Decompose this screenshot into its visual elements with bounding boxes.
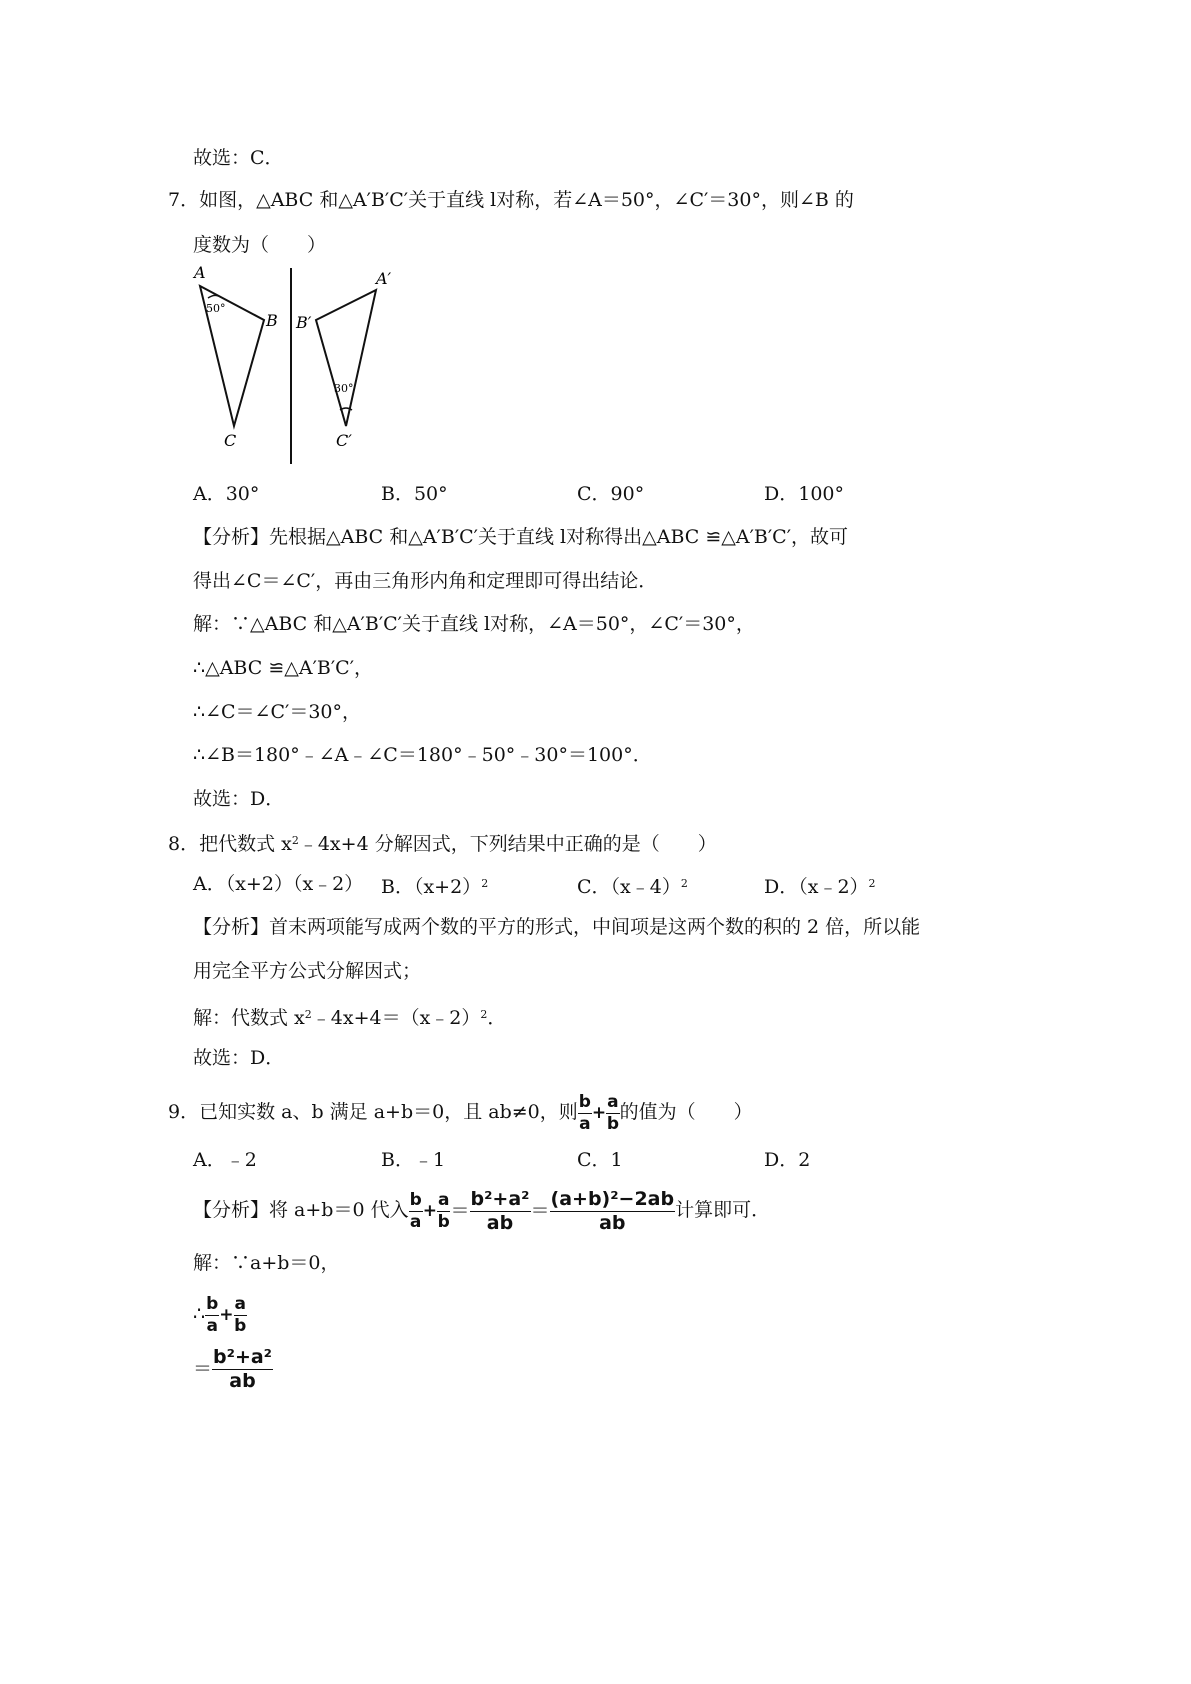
fraction-numerator: b²+a² (470, 1187, 530, 1210)
q7-option-d: D．100° (764, 483, 844, 505)
fraction-numerator: a (607, 1091, 619, 1112)
therefore-sign: ∴ (193, 1303, 206, 1325)
fraction-b-over-a (578, 1091, 592, 1134)
fraction-denominator: b (437, 1211, 450, 1232)
fraction-numerator: a (234, 1293, 246, 1314)
plus-sign: + (219, 1305, 234, 1325)
q8-exp: 2 (291, 834, 299, 847)
fraction-b2a2-over-ab (470, 1187, 531, 1234)
label-b1: B′ (296, 313, 312, 332)
fraction-b-over-a (205, 1293, 219, 1336)
fraction-denominator: a (579, 1113, 591, 1134)
q8-text-pre: 8．把代数式 x (168, 833, 292, 855)
solution-7-line-1: 解：∵△ABC 和△A′B′C′关于直线 l对称，∠A＝50°，∠C′＝30°， (193, 613, 755, 635)
solution-7-line-4: ∴∠B＝180°﹣∠A﹣∠C＝180°﹣50°﹣30°＝100°． (193, 744, 652, 766)
fraction-numerator: b (206, 1293, 219, 1314)
q9-option-a: A．﹣2 (193, 1149, 257, 1171)
solution-8-line-1 (193, 1003, 506, 1030)
fraction-denominator: a (409, 1211, 422, 1232)
analysis-8-line-2: 用完全平方公式分解因式； (193, 960, 422, 982)
angle-c1-arc (340, 408, 352, 410)
fraction-numerator: b²+a² (213, 1345, 273, 1368)
analysis-7-line-1: 【分析】先根据△ABC 和△A′B′C′关于直线 l对称得出△ABC ≌△A′B′C′，故可 (193, 526, 849, 548)
plus-sign: + (591, 1103, 607, 1123)
q7-option-b: B．50° (381, 483, 448, 505)
fraction-b2a2-over-ab (212, 1345, 273, 1392)
q7-option-c: C．90° (577, 483, 645, 505)
fraction-denominator: ab (599, 1211, 626, 1234)
q9-option-d: D．2 (764, 1149, 811, 1171)
q8-option-b-exp: 2 (481, 877, 489, 890)
q8-option-a: A．（x+2）（x﹣2） (193, 873, 364, 895)
q7-option-a: A．30° (193, 483, 260, 505)
solution-9-line-1: 解：∵a+b＝0， (193, 1252, 340, 1274)
s8-mid: ﹣4x+4＝（x﹣2） (311, 1007, 481, 1029)
solution-7-line-3: ∴∠C＝∠C′＝30°， (193, 701, 361, 723)
fraction-b-over-a (409, 1189, 423, 1232)
equals-sign: ＝ (450, 1200, 470, 1222)
label-b: B (266, 311, 278, 330)
answer-line-q6: 故选：C． (193, 147, 284, 169)
angle-a-arc (208, 295, 218, 298)
q8-option-d-exp: 2 (868, 877, 876, 890)
fraction-denominator: a (206, 1315, 218, 1336)
question-8 (168, 829, 717, 856)
analysis-8-line-1: 【分析】首末两项能写成两个数的平方的形式，中间项是这两个数的积的 2 倍，所以能 (193, 916, 921, 938)
triangle-a1b1c1 (316, 290, 376, 426)
fraction-denominator: b (234, 1315, 247, 1336)
label-a: A (194, 263, 206, 282)
q8-option-d (764, 872, 876, 899)
solution-7-line-5: 故选：D． (193, 788, 285, 810)
plus-sign: + (422, 1201, 437, 1221)
q9-text-post: 的值为（ ） (619, 1101, 753, 1123)
solution-7-line-2: ∴△ABC ≌△A′B′C′， (193, 657, 374, 679)
fraction-numerator: (a+b)²−2ab (550, 1187, 675, 1210)
analysis-9 (193, 1184, 770, 1237)
equals-sign: ＝ (193, 1358, 213, 1380)
fraction-a-over-b (606, 1091, 619, 1134)
solution-9-line-2 (193, 1290, 247, 1339)
question-7-line-1: 7．如图，△ABC 和△A′B′C′关于直线 l对称，若∠A＝50°，∠C′＝30°，则∠B 的 (168, 189, 854, 211)
solution-8-line-2: 故选：D． (193, 1047, 285, 1069)
a9-post: 计算即可． (675, 1199, 771, 1221)
q8-option-b-text: B．（x+2） (381, 876, 482, 898)
solution-9-line-3 (193, 1342, 273, 1395)
label-a1: A′ (376, 269, 392, 288)
fraction-numerator: b (409, 1189, 422, 1210)
fraction-a-over-b (234, 1293, 247, 1336)
q8-text-post: ﹣4x+4 分解因式，下列结果中正确的是（ ） (298, 833, 717, 855)
q9-option-b: B．﹣1 (381, 1149, 446, 1171)
q9-text-pre: 9．已知实数 a、b 满足 a+b＝0，且 ab≠0，则 (168, 1101, 578, 1123)
label-30: 30° (334, 382, 354, 395)
fraction-denominator: ab (229, 1369, 256, 1392)
symmetry-figure (188, 262, 408, 482)
q8-option-c (577, 872, 688, 899)
fraction-a-over-b (437, 1189, 450, 1232)
s8-exp-1: 2 (304, 1008, 312, 1021)
fraction-denominator: b (606, 1113, 619, 1134)
analysis-7-line-2: 得出∠C＝∠C′，再由三角形内角和定理即可得出结论． (193, 570, 658, 592)
label-c1: C′ (336, 431, 352, 450)
q8-option-b (381, 872, 488, 899)
fraction-numerator: a (438, 1189, 450, 1210)
a9-pre: 【分析】将 a+b＝0 代入 (193, 1199, 409, 1221)
label-c: C (224, 431, 237, 450)
label-50: 50° (206, 302, 226, 315)
q9-option-c: C．1 (577, 1149, 623, 1171)
s8-end: ． (487, 1007, 507, 1029)
question-9 (168, 1088, 753, 1137)
equals-sign: ＝ (530, 1200, 550, 1222)
s8-pre: 解：代数式 x (193, 1007, 305, 1029)
q8-option-d-text: D．（x﹣2） (764, 876, 869, 898)
fraction-numerator: b (578, 1091, 591, 1112)
q8-option-c-text: C．（x﹣4） (577, 876, 681, 898)
question-7-line-2: 度数为（ ） (193, 234, 327, 256)
s8-exp-2: 2 (480, 1008, 488, 1021)
fraction-denominator: ab (486, 1211, 514, 1234)
q8-option-c-exp: 2 (680, 877, 688, 890)
fraction-square-over-ab (550, 1187, 676, 1234)
